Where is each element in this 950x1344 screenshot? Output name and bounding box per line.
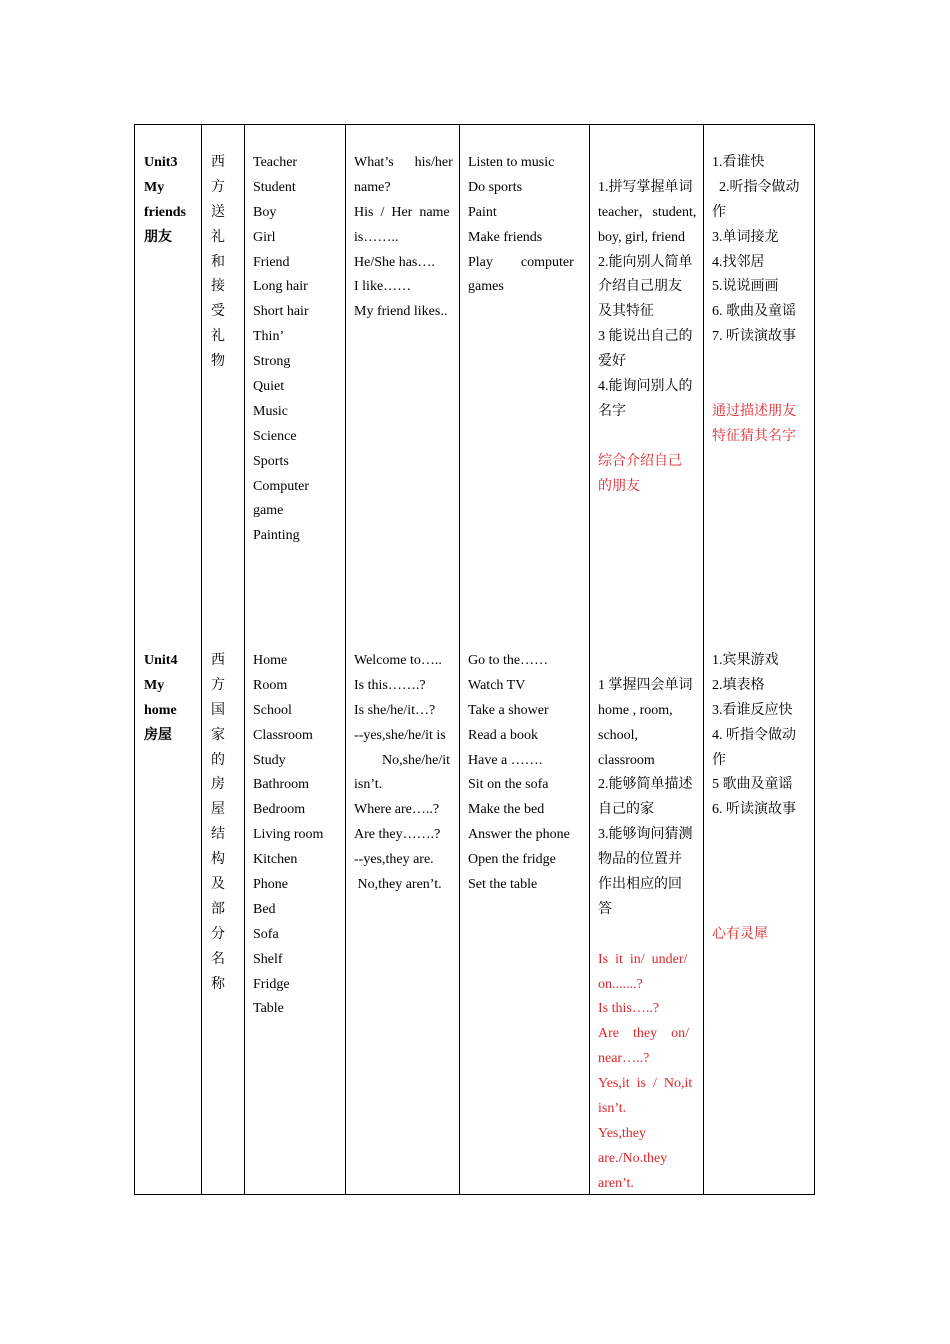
vocab-word: Quiet (253, 379, 285, 395)
culture-char: 礼 (211, 229, 225, 245)
activity-line-highlight: 特征猜其名字 (712, 428, 796, 444)
culture-char: 西 (211, 155, 225, 170)
vocab-word: Short hair (253, 304, 309, 320)
goal-line-highlight: Yes,it is / No,it (598, 1076, 693, 1092)
culture-char: 方 (211, 179, 225, 195)
activity-line: 5.说说画画 (712, 279, 779, 295)
vocab-word: Painting (253, 528, 300, 544)
goal-line-highlight: are./No.they (598, 1150, 668, 1166)
phrase-line: Paint (468, 204, 497, 220)
activities-cell (712, 649, 812, 948)
goal-line: home , room, (598, 702, 673, 718)
phrase-line: Make the bed (468, 802, 545, 818)
goal-line (598, 649, 698, 674)
goal-line-highlight: on.......? (598, 976, 643, 992)
sentences-cell (354, 151, 452, 325)
culture-char: 屋 (211, 802, 225, 818)
sentence-line: --yes,she/he/it is (354, 727, 446, 743)
activity-line: 5 歌曲及童谣 (712, 777, 793, 793)
phrase-line: Answer the phone (468, 827, 570, 843)
sentence-line: My friend likes.. (354, 304, 448, 320)
goal-line: 名字 (598, 403, 626, 419)
vocab-word: Phone (253, 877, 288, 893)
vocabulary-cell (253, 151, 341, 549)
phrase-line: Make friends (468, 229, 543, 245)
activity-line-highlight: 通过描述朋友 (712, 403, 796, 419)
unit-line: My (144, 677, 165, 693)
phrase-line: Do sports (468, 179, 523, 195)
culture-char: 及 (211, 877, 225, 893)
vocab-word: Music (253, 403, 288, 419)
goal-line: 物品的位置并 (598, 852, 682, 868)
culture-char: 国 (211, 702, 225, 718)
phrase-line: Take a shower (468, 702, 549, 718)
activity-line (712, 375, 812, 400)
culture-char: 物 (211, 354, 225, 370)
culture-char: 的 (211, 752, 225, 768)
culture-cell (211, 151, 239, 375)
culture-char: 和 (211, 254, 225, 270)
goal-line-highlight: isn’t. (598, 1101, 627, 1117)
vocab-word: Classroom (253, 727, 313, 743)
vocabulary-cell (253, 649, 341, 1022)
activity-line: 4. 听指令做动 (712, 727, 796, 743)
sentences-cell (354, 649, 454, 898)
goal-line: 4.能询问别人的 (598, 379, 693, 395)
sentence-line: --yes,they are. (354, 852, 434, 868)
goal-line-highlight: near…..? (598, 1051, 650, 1067)
activity-line: 6. 听读演故事 (712, 802, 796, 818)
vocab-word: Sofa (253, 926, 279, 942)
activity-line: 7. 听读演故事 (712, 329, 796, 345)
phrase-line: Sit on the sofa (468, 777, 549, 793)
phrase-line: Listen to music (468, 155, 555, 170)
activity-line: 作 (712, 752, 726, 768)
goal-line: 介绍自己朋友 (598, 279, 682, 295)
goal-line-highlight: Yes,they (598, 1125, 646, 1141)
vocab-word: Study (253, 752, 286, 768)
culture-char: 结 (211, 827, 225, 843)
activities-cell (712, 151, 812, 450)
vocab-word: Computer (253, 478, 309, 494)
vocab-word: Room (253, 677, 288, 693)
activity-line (712, 873, 812, 898)
activity-line (712, 350, 812, 375)
goal-line-highlight: Is it in/ under/ (598, 951, 688, 967)
goal-line: 作出相应的回 (598, 877, 682, 893)
activity-line-highlight: 心有灵犀 (712, 926, 768, 942)
activity-line: 作 (712, 204, 726, 220)
vocab-word: Thin’ (253, 329, 285, 345)
phrases-cell (468, 649, 582, 898)
culture-char: 礼 (211, 329, 225, 345)
sentence-line: Is this…….? (354, 677, 426, 693)
sentence-line: isn’t. (354, 777, 383, 793)
column-divider (459, 125, 460, 1194)
vocab-word: Student (253, 179, 296, 195)
goal-line: 2.能向别人简单 (598, 254, 693, 270)
vocab-word: Living room (253, 827, 324, 843)
goal-line (598, 425, 698, 450)
goal-line: 答 (598, 901, 612, 917)
goal-line-highlight: 的朋友 (598, 478, 640, 494)
activity-line (712, 898, 812, 923)
culture-char: 方 (211, 677, 225, 693)
activity-line: 4.找邻居 (712, 254, 765, 270)
vocab-word: Shelf (253, 951, 283, 967)
vocab-word: Bedroom (253, 802, 306, 818)
sentence-line: Are they…….? (354, 827, 441, 843)
activity-line: 2.听指令做动 (712, 179, 800, 195)
goal-line: school, (598, 727, 639, 743)
goal-line-highlight: Are they on/ (598, 1026, 689, 1042)
culture-char: 接 (211, 279, 225, 295)
culture-char: 部 (211, 901, 225, 917)
goal-line-highlight: aren’t. (598, 1175, 634, 1191)
unit-line: Unit3 (144, 155, 178, 170)
column-divider (201, 125, 202, 1194)
goal-line: 爱好 (598, 354, 626, 370)
phrase-line: Read a book (468, 727, 538, 743)
sentence-line: is…….. (354, 229, 399, 245)
activity-line: 6. 歌曲及童谣 (712, 304, 796, 320)
phrase-line: Have a ……. (468, 752, 543, 768)
phrase-line: Go to the…… (468, 653, 549, 668)
phrases-cell (468, 151, 582, 300)
sentence-line: I like…… (354, 279, 412, 295)
sentence-line: His / Her name (354, 204, 450, 220)
culture-char: 名 (211, 951, 225, 967)
vocab-word: Science (253, 428, 297, 444)
goal-line: boy, girl, friend (598, 229, 685, 245)
phrase-line: games (468, 279, 504, 295)
unit-cell (144, 649, 199, 749)
vocab-word: Girl (253, 229, 276, 245)
sentence-line: Where are…..? (354, 802, 440, 818)
vocab-word: Strong (253, 354, 291, 370)
column-divider (703, 125, 704, 1194)
goal-line (598, 923, 698, 948)
culture-char: 受 (211, 304, 225, 320)
goal-line: 3 能说出自己的 (598, 329, 693, 345)
vocab-word: game (253, 503, 284, 519)
goal-line: 2.能够简单描述 (598, 777, 693, 793)
column-divider (244, 125, 245, 1194)
vocab-word: School (253, 702, 292, 718)
activity-line: 3.单词接龙 (712, 229, 779, 245)
vocab-word: Sports (253, 453, 289, 469)
vocab-word: Bed (253, 901, 276, 917)
unit-line: 房屋 (144, 727, 172, 743)
activity-line: 1.看谁快 (712, 155, 765, 170)
vocab-word: Teacher (253, 155, 298, 170)
sentence-line: What’s his/her (354, 155, 453, 170)
culture-char: 西 (211, 653, 225, 668)
culture-char: 分 (211, 926, 225, 942)
unit-cell (144, 151, 199, 251)
goal-line: 3.能够询问猜测 (598, 827, 693, 843)
vocab-word: Fridge (253, 976, 290, 992)
sentence-line: No,they aren’t. (354, 877, 442, 893)
phrase-line: Open the fridge (468, 852, 556, 868)
activity-line (712, 823, 812, 848)
culture-char: 家 (211, 727, 225, 743)
column-divider (589, 125, 590, 1194)
goal-line-highlight: Is this…..? (598, 1001, 660, 1017)
phrase-line: Set the table (468, 877, 538, 893)
unit-line: home (144, 702, 177, 718)
culture-char: 房 (211, 777, 225, 793)
sentence-line: Is she/he/it…? (354, 702, 436, 718)
goal-line: 1.拼写掌握单词 (598, 179, 693, 195)
vocab-word: Table (253, 1001, 284, 1017)
goals-cell (598, 151, 698, 499)
vocab-word: Bathroom (253, 777, 309, 793)
column-divider (345, 125, 346, 1194)
activity-line (712, 848, 812, 873)
sentence-line: No,she/he/it (382, 752, 451, 768)
unit-line: Unit4 (144, 653, 178, 668)
activity-line: 2.填表格 (712, 677, 765, 693)
vocab-word: Long hair (253, 279, 308, 295)
goal-line-highlight: 综合介绍自己 (598, 453, 682, 469)
activity-line: 3.看谁反应快 (712, 702, 793, 718)
phrase-line: Play computer (468, 254, 574, 270)
vocab-word: Boy (253, 204, 277, 220)
vocab-word: Kitchen (253, 852, 298, 868)
goal-line: teacher，student, (598, 204, 697, 220)
unit-line: 朋友 (144, 229, 172, 245)
culture-char: 送 (211, 204, 225, 220)
culture-char: 称 (211, 976, 225, 992)
unit-line: friends (144, 204, 186, 220)
goal-line: 及其特征 (598, 304, 654, 320)
goal-line: 1 掌握四会单词 (598, 677, 693, 693)
goals-cell (598, 649, 698, 1197)
goal-line: 自己的家 (598, 802, 654, 818)
sentence-line: name? (354, 179, 391, 195)
culture-cell (211, 649, 239, 997)
goal-line (598, 151, 698, 176)
unit-line: My (144, 179, 165, 195)
goal-line: classroom (598, 752, 655, 768)
vocab-word: Friend (253, 254, 290, 270)
sentence-line: He/She has…. (354, 254, 435, 270)
activity-line: 1.宾果游戏 (712, 653, 779, 668)
vocab-word: Home (253, 653, 288, 668)
culture-char: 构 (211, 852, 225, 868)
curriculum-table (134, 124, 815, 1195)
sentence-line: Welcome to….. (354, 653, 442, 668)
phrase-line: Watch TV (468, 677, 526, 693)
